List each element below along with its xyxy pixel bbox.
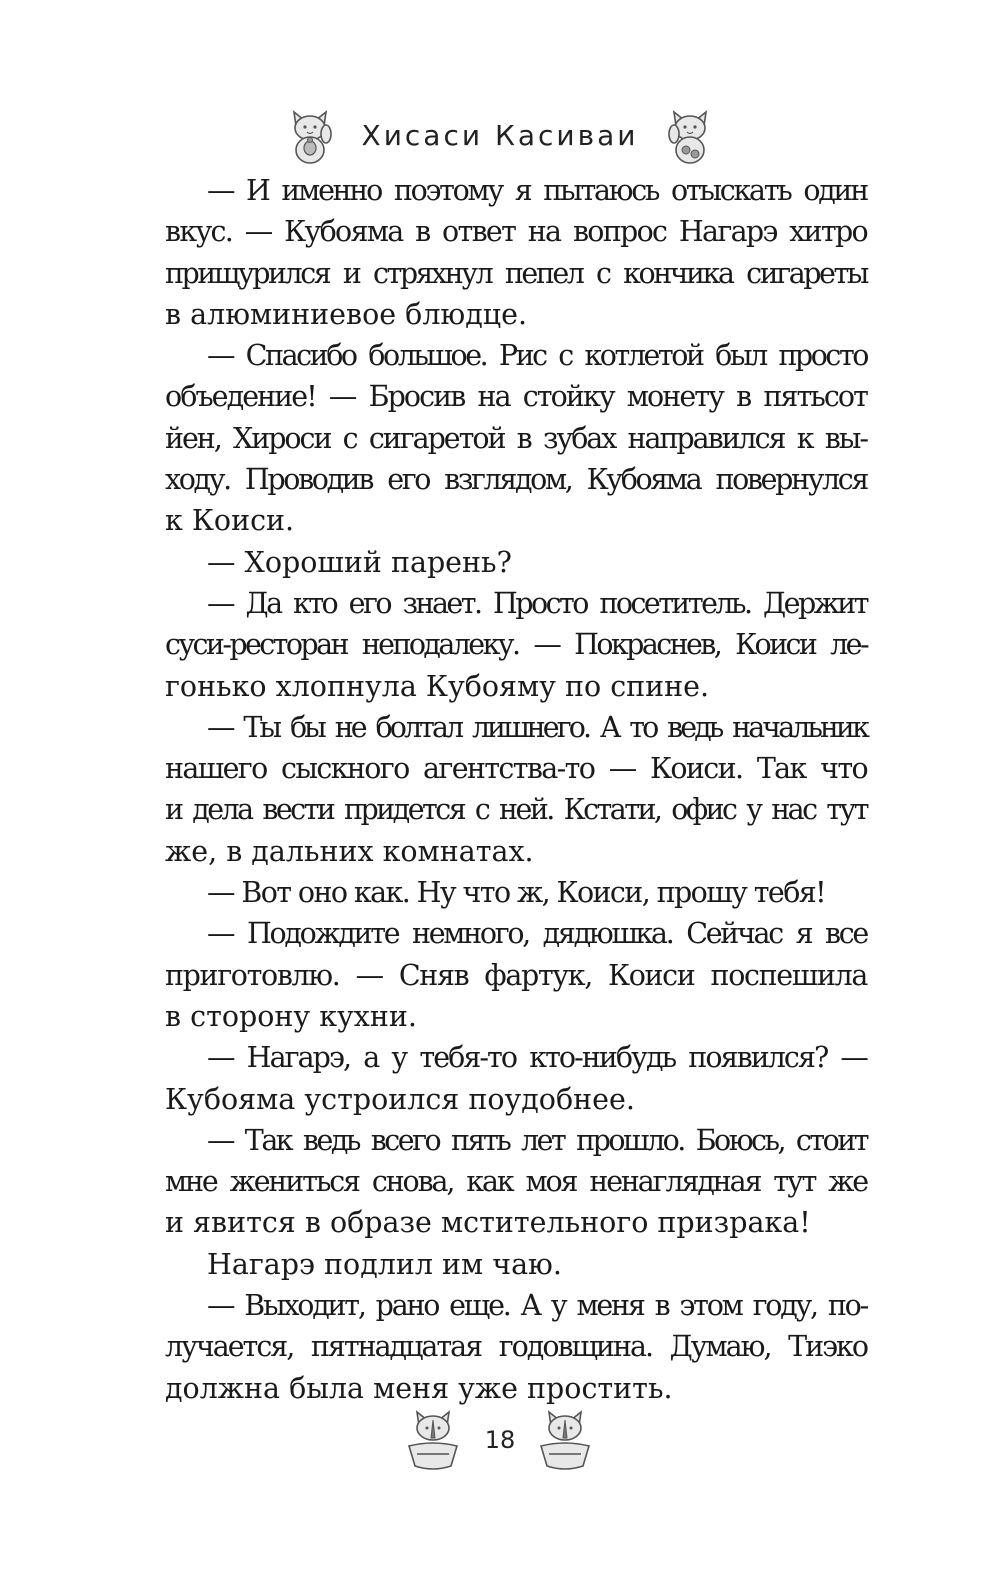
- paragraph: [165, 335, 867, 541]
- page-footer: [0, 1405, 1000, 1475]
- paragraph: [165, 170, 867, 335]
- text-line: — Спасибо большое. Рис с котлетой был просто: [207, 339, 867, 373]
- text-line: — Выходит, рано еще. А у меня в этом году, по-: [207, 1289, 867, 1323]
- text-line: йен, Хироси с сигаретой в зубах направился к вы-: [165, 421, 867, 455]
- lucky-cat-icon: [660, 104, 720, 166]
- text-line: лучается, пятнадцатая годовщина. Думаю, Тиэко: [165, 1330, 867, 1364]
- text-line: — Подождите немного, дядюшка. Сейчас я все: [207, 917, 867, 951]
- text-line: должна была меня уже простить.: [165, 1371, 673, 1405]
- text-line: Нагарэ подлил им чаю.: [207, 1247, 562, 1281]
- text-line: и явится в образе мстительного призрака!: [165, 1206, 811, 1240]
- text-line: мне жениться снова, как моя ненаглядная тут же: [165, 1165, 867, 1199]
- text-line: в сторону кухни.: [165, 999, 417, 1033]
- text-line: — Да кто его знает. Просто посетитель. Держит: [207, 586, 867, 620]
- text-line: вкус. — Кубояма в ответ на вопрос Нагарэ хитро: [165, 215, 867, 249]
- text-line: и дела вести придется с ней. Кстати, офис у нас тут: [165, 793, 867, 827]
- text-line: приготовлю. — Сняв фартук, Коиси поспешила: [165, 958, 867, 992]
- text-line: — Ты бы не болтал лишнего. А то ведь начальник: [207, 710, 867, 744]
- text-line: — Так ведь всего пять лет прошло. Боюсь, стоит: [207, 1123, 867, 1157]
- paragraph: [165, 1037, 867, 1120]
- paragraph: [165, 583, 867, 707]
- text-line: Кубояма устроился поудобнее.: [165, 1082, 635, 1116]
- text-line: — Вот оно как. Ну что ж, Коиси, прошу тебя!: [207, 876, 826, 910]
- paragraph: [165, 913, 867, 1037]
- cat-with-bowl-icon: [529, 1406, 603, 1474]
- text-line: к Коиси.: [165, 504, 295, 538]
- paragraph: [165, 872, 867, 913]
- body-text: [165, 170, 867, 1409]
- paragraph: [165, 1244, 867, 1285]
- lucky-cat-icon: [280, 104, 340, 166]
- paragraph: [165, 1120, 867, 1244]
- paragraph: [165, 1285, 867, 1409]
- text-line: нашего сыскного агентства-то — Коиси. Так что: [165, 752, 867, 786]
- page-number: 18: [484, 1426, 516, 1454]
- text-line: прищурился и стряхнул пепел с кончика сигареты: [165, 256, 867, 290]
- text-line: гонько хлопнула Кубояму по спине.: [165, 669, 710, 703]
- text-line: объедение! — Бросив на стойку монету в пятьсот: [165, 380, 867, 414]
- paragraph: [165, 542, 867, 583]
- page-header: [0, 100, 1000, 170]
- text-line: же, в дальних комнатах.: [165, 834, 534, 868]
- text-line: суси-ресторан неподалеку. — Покраснев, Коиси ле-: [165, 628, 867, 662]
- text-line: ходу. Проводив его взглядом, Кубояма повернулся: [165, 463, 867, 497]
- text-line: в алюминиевое блюдце.: [165, 297, 528, 331]
- paragraph: [165, 707, 867, 872]
- running-title: Хисаси Касиваи: [361, 118, 639, 152]
- text-line: — Нагарэ, а у тебя-то кто-нибудь появился? —: [207, 1041, 867, 1075]
- text-line: — И именно поэтому я пытаюсь отыскать один: [207, 174, 867, 207]
- text-line: — Хороший парень?: [207, 545, 512, 579]
- cat-with-bowl-icon: [397, 1406, 471, 1474]
